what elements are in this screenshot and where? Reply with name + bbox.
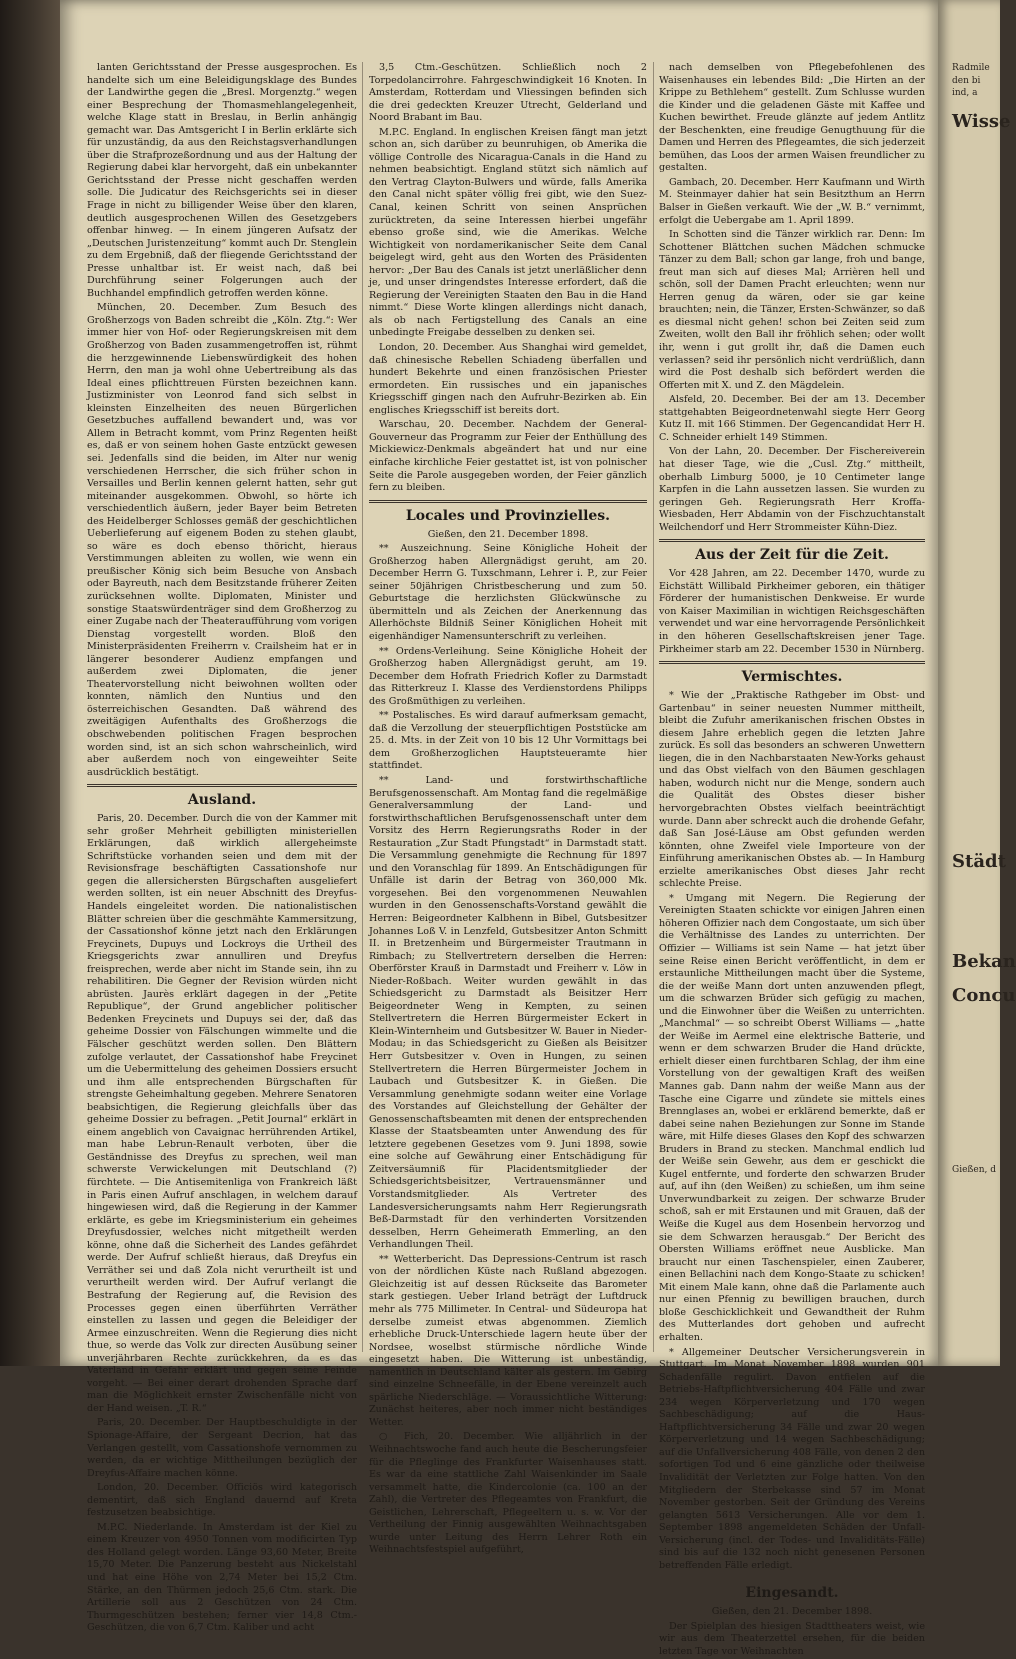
- section-heading-eingesandt: Eingesandt.: [745, 1585, 839, 1602]
- next-page-edge: [938, 0, 1016, 1366]
- fragment-heading: Städt: [952, 850, 1006, 872]
- section-divider: [659, 661, 925, 664]
- next-page-fragments: [938, 0, 1016, 1176]
- fragment-spacer: [952, 1014, 1000, 1164]
- article-paragraph: München, 20. December. Zum Besuch des Großherzogs von Baden schreibt die „Köln. Ztg.“: Wer immer hier von Hof- oder Regierungskreisen mit dem Großherzog von Baden zusammengetroffen ist, rühmt die herzgewinnende Liebenswürdigkeit des hohen Herrn, den man ja wohl ohne Uebertreibung als das Ideal eines pflichttreuen Fürsten bezeichnen kann. Justizminister von Leonrod fand sich selbst in kleinsten Einzelheiten des neuen Bürgerlichen Gesetzbuches auffallend bewandert und, was vor Allem in Betracht kommt, vom Prinz Regenten heißt es, daß er von seinem hohen Gaste entzückt gewesen sei. Jedenfalls sind die beiden, im Alter nur wenig verschiedenen Herrscher, die sich früher schon in Versailles und Berlin kennen gelernt hatten, sehr gut miteinander ausgekommen. Obwohl, so hörte ich verschiedentlich äußern, jeder Bayer beim Betreten des Heidelberger Schlosses gemäß der geschichtlichen Ueberlieferung auf eigenem Boden zu stehen glaubt, so wäre es doch ebenso thöricht, hieraus Verstimmungen ableiten zu wollen, wie wenn ein preußischer König sich beim Besuche von Ansbach oder Bayreuth, nach dem Besitzstande früherer Zeiten zurücksehnen wollte. Diplomaten, Minister und sonstige Staatswürdenträger sind dem Großherzog zu einer Zugabe nach der Theateraufführung vom vorigen Dienstag vorgestellt worden. Bloß den Ministerpräsidenten Freiherrn v. Crailsheim hat er in längerer besonderer Audienz empfangen und außerdem zwei Diplomaten, die jener Theatervorstellung nicht beiwohnen wollten oder konnten, nämlich den Nuntius und den österreichischen Gesandten. Daß während des zweitägigen Aufenthalts des Großherzogs die obschwebenden politischen Fragen besprochen worden sind, ist an sich schon wahrscheinlich, wird aber außerdem noch von eingeweihter Seite ausdrücklich bestätigt.: [87, 302, 357, 778]
- article-paragraph: * Allgemeiner Deutscher Versicherungsverein in Stuttgart. Im Monat November 1898 wurden 901 Schadenfälle regulirt. Davon entfielen auf die Betriebs-Haftpflichtversicherung 404 Fälle und zwar 234 wegen Körperverletzung und 170 wegen Sachbeschädigung; auf die Haus-Haftpflichtversicherung 34 Fälle und zwar 20 wegen Körperverletzung und 14 wegen Sachbeschädigung; auf die Unfallversicherung 408 Fälle, von denen 2 den sofortigen Tod und 6 eine gänzliche oder theilweise Invalidität der Verletzten zur Folge hatten. Von den Mitgliedern der Sterbekasse sind 57 im Monat November gestorben. Seit der Gründung des Vereins gelangten 5613 Versicherungen. Alle vor dem 1. September 1898 angemeldeten Schäden der Unfall-Versicherung (incl. der Todes- und Invaliditäts-Fälle) sind bis auf die 132 noch nicht genesenen Personen betreffenden Fälle erledigt.: [659, 1346, 925, 1571]
- fragment-spacer: [952, 140, 1000, 840]
- column-1: [87, 62, 357, 1634]
- dateline: Gießen, den 21. December 1898.: [427, 528, 589, 540]
- article-paragraph: * Umgang mit Negern. Die Regierung der Vereinigten Staaten schickte vor einigen Jahren einen höheren Offizier nach dem Congostaate, um sich über die Verhältnisse des Landes zu unterrichten. Der Offizier — Williams ist sein Name — hat jetzt über seine Reise einen Bericht veröffentlicht, in dem er erstaunliche Mittheilungen macht über die Systeme, die der weiße Mann dort unten anzuwenden pflegt, um die schwarzen Brüder sich gefügig zu machen, und die Einwohner über die Weißen zu unterrichten. „Manchmal“ — so schreibt Oberst Williams — „hatte der Weiße im Aermel eine elektrische Batterie, und wenn er dem schwarzen Bruder die Hand drückte, erhielt dieser einen furchtbaren Schlag, der ihm eine Vorstellung von der gewaltigen Kraft des weißen Mannes gab. Dann nahm der weiße Mann aus der Tasche eine Cigarre und zündete sie mittels eines Brennglases an, wobei er erklärend bemerkte, daß er dabei seine nahen Beziehungen zur Sonne im Stande wäre, mit Hilfe dieses Glases den Kopf des schwarzen Bruders in Brand zu stecken. Manchmal endlich lud der Weiße sein Gewehr, aus dem er geschickt die Kugel entfernte, und forderte den schwarzen Bruder auf, auf ihn (den Weißen) zu schießen, um ihm seine Unverwundbarkeit zu zeigen. Der schwarze Bruder schoß, sah er mit Erstaunen und mit Grauen, daß der Weiße die Kugel aus dem Hosenbein hervorzog und sie dem Schwarzen herausgab.“ Der Bericht des Obersten Williams eröffnet neue Ausblicke. Man braucht nur einen Taschenspieler, einen Zauberer, einen Bellachini nach dem Kongo-Staate zu schicken! Mit einem Male kann, ohne daß die Parlamente auch nur einen Pfennig zu bewilligen brauchen, durch bloße Geschicklichkeit und Gewandtheit der Ruhm des Mutterlandes dort gehoben und aufrecht erhalten.: [659, 892, 925, 1343]
- article-paragraph: Paris, 20. December. Durch die von der Kammer mit sehr großer Mehrheit gebilligten ministeriellen Erklärungen, daß wirklich allergeheimste Schriftstücke vorhanden seien und dem mit der Revisionsfrage beschäftigten Cassationshofe nur gegen die allersichersten Bürgschaften ausgeliefert werden sollten, ist ein neuer Abschnitt des Dreyfus-Handels eingeleitet worden. Die nationalistischen Blätter schreien über die geschmähte Kammersitzung, der Cassationshof könne jetzt nach den Erklärungen Freycinets, Dupuys und Lockroys die Urtheil des Kriegsgerichts zwar annulliren und Dreyfus freisprechen, werde aber nicht im Stande sein, ihn zu rehabilitiren. Die Gegner der Revision würden nicht abrüsten. Jaurès erklärt dagegen in der „Petite Republique“, der Grund angeblicher politischer Bedenken Freycinets und Dupuys sei der, daß das geheime Dossier von Fälschungen wimmelte und die Fälscher geschützt werden sollen. Den Blättern zufolge verlautet, der Cassationshof habe Freycinet um die Uebermittelung des geheimen Dossiers ersucht und ihm alle entsprechenden Bürgschaften für strengste Geheimhaltung gegeben. Mehrere Senatoren beabsichtigen, die Regierung gleichfalls über das geheime Dossier zu befragen. „Petit Journal“ erklärt in einem angeblich von Cavaignac herrührenden Artikel, man habe Lebrun-Renault verboten, über die Geständnisse des Dreyfus zu sprechen, weil man schwerste Verwickelungen mit Deutschland (?) fürchtete. — Die Antisemitenliga von Frankreich läßt in Paris einen Aufruf anschlagen, in welchem darauf hingewiesen wird, daß die Regierung in der Kammer erklärte, es gebe im Kriegsministerium ein geheimes Dreyfusdossier, welches nicht mitgetheilt werden könne, ohne daß die Sicherheit des Landes gefährdet werde. Der Aufruf schließt hieraus, daß Dreyfus ein Verräther sei und daß Zola nicht verurtheilt ist und verurtheilt werden wird. Der Aufruf verlangt die Bestrafung der Regierung auf, die Revision des Processes gegen einen überführten Verräther einstellen zu lassen und gegen die Beleidiger der Armee einzuschreiten. Wenn die Regierung dies nicht thue, so werde das Volk zur directen Ausübung seiner unverjährbaren Rechte zurückkehren, da es das Vaterland in Gefahr erklärt und gegen seine Feinde vorgeht. — Bei einer derart drohenden Sprache darf man die Möglichkeit ernster Zwischenfälle nicht von der Hand weisen. „T. R.“: [87, 813, 357, 1414]
- section-heading-vermischtes: Vermischtes.: [741, 669, 843, 686]
- fragment-spacer: [952, 880, 1000, 940]
- article-paragraph: London, 20. December. Aus Shanghai wird gemeldet, daß chinesische Rebellen Schiadeng überfallen und hundert Bekehrte und einen französischen Priester ermordeten. Ein russisches und ein japanisches Kriegsschiff gingen nach den Aufruhr-Bezirken ab. Ein englisches Kriegsschiff ist bereits dort.: [369, 342, 647, 416]
- article-paragraph: Paris, 20. December. Der Hauptbeschuldigte in der Spionage-Affaire, der Sergeant Decrion, hat das Verlangen gestellt, vom Cassationshofe vernommen zu werden, da er wichtige Mittheilungen bezüglich der Dreyfus-Affaire machen könne.: [87, 1417, 357, 1479]
- section-divider: [659, 1577, 925, 1580]
- column-rule: [653, 62, 654, 1352]
- article-paragraph: 3,5 Ctm.-Geschützen. Schließlich noch 2 Torpedolancirrohre. Fahrgeschwindigkeit 16 Knoten. In Amsterdam, Rotterdam und Vliessingen befinden sich die drei gedeckten Kreuzer Utrecht, Gelderland und Noord Brabant im Bau.: [369, 62, 647, 124]
- article-paragraph: ** Postalisches. Es wird darauf aufmerksam gemacht, daß die Verzollung der steuerpflichtigen Poststücke am 25. d. Mts. in der Zeit von 10 bis 12 Uhr Vormittags bei dem Großherzoglichen Hauptsteueramte hier stattfindet.: [369, 710, 647, 772]
- fragment-heading: Bekan: [952, 950, 1016, 972]
- fragment-line: Gießen, d: [952, 1164, 997, 1175]
- fragment-heading: Concu: [952, 984, 1016, 1006]
- article-paragraph: ** Ordens-Verleihung. Seine Königliche Hoheit der Großherzog haben Allergnädigst geruht, am 19. December dem Hofrath Friedrich Kofler zu Darmstadt das Ritterkreuz I. Klasse des Verdienstordens Philipps des Großmüthigen zu verleihen.: [369, 645, 647, 707]
- article-paragraph: London, 20. December. Officiös wird kategorisch dementirt, daß sich England dauernd auf Kreta festzusetzen beabsichtige.: [87, 1482, 357, 1519]
- article-paragraph: In Schotten sind die Tänzer wirklich rar. Denn: Im Schottener Blättchen suchen Mädchen schmucke Tänzer zu dem Ball; schon gar lange, froh und bange, freut man sich auf dieses Mal; Arrièren hell und schön, soll der Damen Pracht erleuchten; wenn nur Herren genug da wären, oder sie gar keine brauchten; nein, die Tänzer, Ersten-Schwänzer, so daß es diesmal nicht gehen! schon bei Zeiten seid zum Zweiten, wollt den Ball ihr fröhlich sehen; oder wollt ihr, wenn i gut grollt ihr, daß die Damen euch verlassen? seid ihr persönlich nicht verdrüßlich, dann wird die Post deshalb sich befördert werden die Offerten mit X. und Z. den Mägdelein.: [659, 229, 925, 391]
- fragment-line: den bi: [952, 75, 981, 86]
- article-paragraph: Warschau, 20. December. Nachdem der General-Gouverneur das Programm zur Feier der Enthüllung des Mickiewicz-Denkmals abgeändert hat und nur eine einfache kirchliche Feier gestattet ist, ist von polnischer Seite die Parole ausgegeben worden, der Feier gänzlich fern zu bleiben.: [369, 419, 647, 494]
- article-paragraph: M.P.C. England. In englischen Kreisen fängt man jetzt schon an, sich darüber zu beunruhigen, ob Amerika die völlige Controlle des Nicaragua-Canals in die Hand zu nehmen beabsichtigt. England stützt sich nämlich auf den Vertrag Clayton-Bulwers und würde, falls Amerika den Canal nicht später völlig frei gibt, wie den Suez-Canal, keinen Schritt von seinen Ansprüchen zurücktreten, da seine Interessen hierbei ungefähr ebenso große sind, wie die Amerikas. Welche Wichtigkeit von nordamerikanischer Seite dem Canal beigelegt wird, geht aus den Worten des Präsidenten hervor: „Der Bau des Canals ist jetzt unerläßlicher denn je, und unser dringendstes Interesse erfordert, daß die Regierung der Vereinigten Staaten den Bau in die Hand nimmt.“ Diese Worte klingen allerdings nicht danach, als ob nach Fertigstellung des Canals an eine unbedingte Freigabe desselben zu denken sei.: [369, 126, 647, 339]
- book-spine: [0, 0, 60, 1366]
- article-paragraph: nach demselben von Pflegebefohlenen des Waisenhauses ein lebendes Bild: „Die Hirten an der Krippe zu Bethlehem“ gestellt. Zum Schlusse wurden die Kinder und die geladenen Gäste mit Kaffee und Kuchen bewirthet. Freude glänzte auf jedem Antlitz der Beschenkten, eine freudige Genugthuung für die Damen und Herren des Pflegeamtes, die sich jederzeit bemühen, das Loos der armen Waisen freundlicher zu gestalten.: [659, 62, 925, 174]
- section-heading-locales: Locales und Provinzielles.: [405, 507, 611, 524]
- article-paragraph: M.P.C. Niederlande. In Amsterdam ist der Kiel zu einem Kreuzer von 4950 Tonnen vom modificirten Typ des Holland gelegt worden. Länge 93,60 Meter, Breite 15,70 Meter. Die Panzerung besteht aus Nickelstahl und hat eine Höhe von 2,74 Meter bei 15,2 Ctm. Stärke, an den Thürmen jedoch 25,6 Ctm. stark. Die Artillerie soll aus 2 Geschützen von 24 Ctm. Thurmgeschützen bestehen; ferner vier 14,8 Ctm.-Geschützen, die von 6,7 Ctm. Kaliber und acht: [87, 1521, 357, 1634]
- article-paragraph: Vor 428 Jahren, am 22. December 1470, wurde zu Eichstätt Willibald Pirkheimer geboren, ein thätiger Förderer der humanistischen Denkweise. Er wurde von Kaiser Maximilian in wichtigen Reichsgeschäften verwendet und war eine hervorragende Persönlichkeit in den höheren Gesellschaftskreisen jener Tage. Pirkheimer starb am 22. December 1530 in Nürnberg.: [659, 568, 925, 655]
- article-paragraph: * Wie der „Praktische Rathgeber im Obst- und Gartenbau“ in seiner neuesten Nummer mittheilt, bleibt die Zufuhr amerikanischen frischen Obstes in diesem Jahre erheblich gegen die letzten Jahre zurück. Es soll das besonders an schweren Unwettern liegen, die in den Nachbarstaaten New-Yorks gehaust und das Obst vielfach von den Bäumen geschlagen haben, wodurch nicht nur die Menge, sondern auch die Qualität des Obstes dieser bisher hervorgebrachten Obstes vielfach beeinträchtigt wurde. Dann aber schreckt auch die drohende Gefahr, daß San José-Läuse am Obst gefunden werden könnten, ohne Zweifel viele Importeure von der Einführung amerikanischen Obstes ab. — In Hamburg erzielte amerikanisches Obst dieses Jahr recht schlechte Preise.: [659, 690, 925, 890]
- dateline: Gießen, den 21. December 1898.: [711, 1606, 873, 1618]
- section-divider: [659, 539, 925, 542]
- article-paragraph: ** Wetterbericht. Das Depressions-Centrum ist rasch von der nördlichen Küste nach Rußland abgezogen. Gleichzeitig ist auf dessen Rückseite das Barometer stark gestiegen. Ueber Irland beträgt der Luftdruck mehr als 775 Millimeter. In Central- und Südeuropa hat derselbe zumeist etwas abgenommen. Ziemlich erhebliche Druck-Unterschiede lagern heute über der Nordsee, woselbst stürmische nördliche Winde eingesetzt haben. Die Witterung ist unbeständig, namentlich in Deutschland kälter als gestern. Im Gebirg sind einzelne Schneefälle, in der Ebene vereinzelt auch spärliche Niederschläge. — Voraussichtliche Witterung: Zunächst heiteres, aber noch immer nicht beständiges Wetter.: [369, 1253, 647, 1428]
- article-paragraph: Der Spielplan des hiesigen Stadttheaters weist, wie wir aus dem Theaterzettel ersehen, für die beiden letzten Tage vor Weihnachten: [659, 1620, 925, 1657]
- article-paragraph: ** Auszeichnung. Seine Königliche Hoheit der Großherzog haben Allergnädigst geruht, am 20. December Herrn G. Tuxschmann, Lehrer i. P., zur Feier seiner 50jährigen Christbescherung und zum 50. Geburtstage die herzlichsten Glückwünsche zu übermitteln und als Zeichen der Anerkennung das Allerhöchste Bildniß Seiner Königlichen Hoheit mit eigenhändiger Namensunterschrift zu verleihen.: [369, 543, 647, 642]
- column-rule: [362, 62, 363, 1352]
- section-divider: [87, 784, 357, 787]
- section-heading-zeit: Aus der Zeit für die Zeit.: [695, 547, 889, 564]
- article-paragraph: Von der Lahn, 20. December. Der Fischereiverein hat dieser Tage, wie die „Cusl. Ztg.“ mittheilt, oberhalb Limburg 5000, je 10 Centimeter lange Karpfen in die Lahn aussetzen lassen. Sie wurden zu geringen Geh. Regierungsrath Herr Kroffa-Wiesbaden, Herr Abdamin von der Fischzuchtanstalt Weilchendorf und Herr Strommeister Kühn-Diez.: [659, 446, 925, 533]
- fragment-line: Radmile: [952, 63, 990, 73]
- section-heading-ausland: Ausland.: [187, 792, 257, 809]
- section-divider: [369, 500, 647, 503]
- article-paragraph: lanten Gerichtsstand der Presse ausgesprochen. Es handelte sich um eine Beleidigungsklage des Bundes der Landwirthe gegen die „Bresl. Morgenztg.“ wegen einer Besprechung der Thomasmehlangelegenheit, welche Klage statt in Breslau, in Berlin anhängig gemacht war. Das Amtsgericht I in Berlin erklärte sich für unzuständig, da aus den Reichstagsverhandlungen über die Strafprozeßordnung und aus der Haltung der Regierung dabei klar hervorgeht, daß ein unbekannter Gerichtsstand der Presse nicht geschaffen werden solle. Die Judicatur des Reichsgerichts sei in dieser Frage in nicht zu billigender Weise über den klaren, deutlich ausgesprochenen Willen des Gesetzgebers offenbar hinweg. — In einem jüngeren Aufsatz der „Deutschen Juristenzeitung“ kommt auch Dr. Stenglein zu dem Ergebniß, daß der fliegende Gerichtsstand der Presse unhaltbar ist. Er weist nach, daß bei Durchführung seiner Folgerungen auch der Buchhandel empfindlich getroffen werden könne.: [87, 62, 357, 299]
- column-3: [659, 62, 925, 1657]
- fragment-line: ind, a: [952, 88, 978, 98]
- article-paragraph: ** Land- und forstwirthschaftliche Berufsgenossenschaft. Am Montag fand die regelmäßige Generalversammlung der Land- und forstwirthschaftlichen Berufsgenossenschaft unter dem Vorsitz des Herrn Regierungsraths Roder in der Restauration „Zur Stadt Pfungstadt“ in Darmstadt statt. Die Versammlung genehmigte die Rechnung für 1897 und den Voranschlag für 1899. An Entschädigungen für Unfälle ist darin der Betrag von 360,000 Mk. vorgesehen. Bei den vorgenommenen Neuwahlen wurden in den Genossenschafts-Vorstand gewählt die Herren: Beigeordneter Kalbhenn in Bibel, Gutsbesitzer Johannes Loß V. in Lenzfeld, Gutsbesitzer Anton Schmitt II. in Bretzenheim und Bürgermeister Trautmann in Rimbach; zu Stellvertretern derselben die Herren: Oberförster Krauß in Darmstadt und Freiherr v. Löw in Nieder-Roßbach. Weiter wurden gewählt in das Schiedsgericht zu Darmstadt als Beisitzer Herr Beigeordneter Weng in Kempten, zu seinen Stellvertretern die Herren Bürgermeister Eckert in Klein-Winternheim und Gutsbesitzer W. Bauer in Nieder-Modau; in das Schiedsgericht zu Gießen als Beisitzer Herr Gutsbesitzer v. Oven in Hungen, zu seinen Stellvertretern die Herren Bürgermeister Jochem in Laubach und Gutsbesitzer K. in Gießen. Die Versammlung genehmigte sodann weiter eine Vorlage des Vorstandes auf Gleichstellung der Gehälter der Genossenschaftsbeamten mit denen der entsprechenden Klasse der Staatsbeamten unter Anwendung des für letztere gegebenen Gesetzes vom 9. Juni 1898, sowie eine solche auf Gewährung einer Entschädigung für Zeitversäumniß für Placidentsmitglieder der Schiedsgerichtsbeisitzer, Vertrauensmänner und Vorstandsmitglieder. Als Vertreter des Landesversicherungsamts nahm Herr Regierungsrath Beß-Darmstadt für den verhinderten Vorsitzenden desselben, Herrn Geheimerath Emmerling, an den Verhandlungen Theil.: [369, 774, 647, 1251]
- fragment-heading: Wisse: [952, 110, 1011, 132]
- column-2: [369, 62, 647, 1556]
- newspaper-page: [60, 0, 938, 1657]
- article-paragraph: Gambach, 20. December. Herr Kaufmann und Wirth M. Steinmayer dahier hat sein Besitzthum an Herrn Balser in Gießen verkauft. Wie der „W. B.“ vernimmt, erfolgt die Uebergabe am 1. April 1899.: [659, 176, 925, 226]
- article-paragraph: Alsfeld, 20. December. Bei der am 13. December stattgehabten Beigeordnetenwahl siegte Herr Georg Kutz II. mit 166 Stimmen. Der Gegencandidat Herr H. C. Schneider erhielt 149 Stimmen.: [659, 394, 925, 443]
- article-paragraph: ○ Fich, 20. December. Wie alljährlich in der Weihnachtswoche fand auch heute die Bescherungsfeier für die Pfleglinge des Frankfurter Waisenhauses statt. Es war da eine stattliche Zahl Waisenkinder im Saale versammelt hatte, die Kindercolonie (ca. 100 an der Zahl), die Vertreter des Pflegeamtes von Frankfurt, die Geistlichen, Lehrerschaft, Pflegeeltern u. s. w. Vor der Vertheilung der Finnig ausgewählten Weihnachtsgaben wurde unter Leitung des Herrn Lehrer Roth ein Weihnachtsfestspiel aufgeführt,: [369, 1431, 647, 1556]
